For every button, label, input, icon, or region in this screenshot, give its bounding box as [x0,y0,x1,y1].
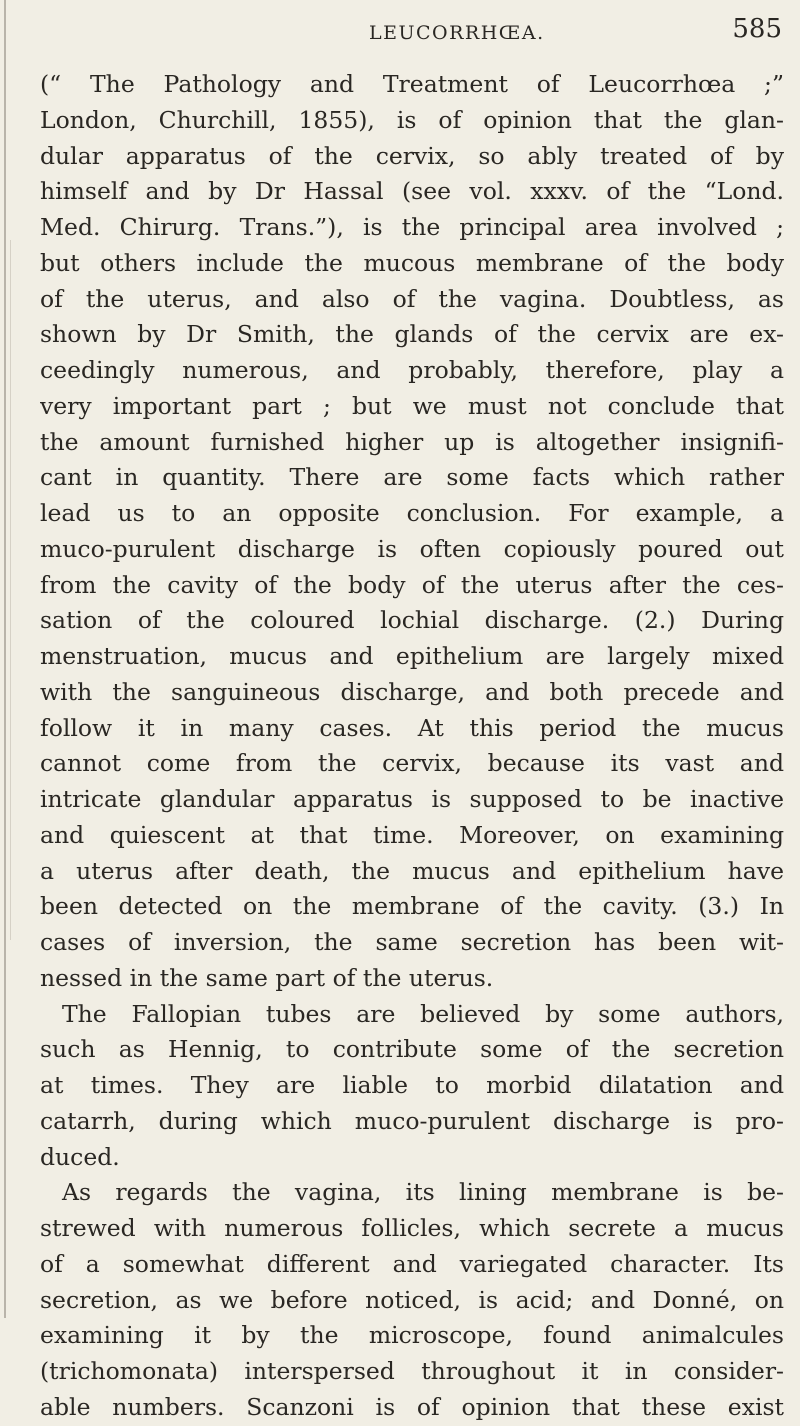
text-line: Med. Chirurg. Trans.”), is the principal area involved ; [40,213,784,241]
text-line: the amount furnished higher up is altogether insignifi- [40,427,784,456]
page-binding-edge [4,0,6,1318]
running-head: LEUCORRHŒA. [369,22,545,44]
text-line: and quiescent at that time. Moreover, on examining [40,820,784,849]
text-line: from the cavity of the body of the uterus after the ces- [40,570,784,599]
text-line: dular apparatus of the cervix, so ably treated of by [40,141,784,170]
text-line: The Fallopian tubes are believed by some authors, [62,999,784,1028]
text-line: nessed in the same part of the uterus. [40,963,494,992]
text-line: cannot come from the cervix, because its vast and [40,749,784,778]
text-line: lead us to an opposite conclusion. For example, a [40,499,784,527]
text-line: been detected on the membrane of the cavity. (3.) In [40,892,784,921]
text-line: cases of inversion, the same secretion has been wit- [40,928,784,956]
text-line: secretion, as we before noticed, is acid; and Donné, on [40,1285,784,1314]
text-line: but others include the mucous membrane of the body [40,248,784,277]
text-line: cant in quantity. There are some facts which rather [40,463,784,492]
page-number: 585 [732,14,782,44]
text-line: (“ The Pathology and Treatment of Leucorrhœa ;” [40,70,784,98]
text-line: able numbers. Scanzoni is of opinion that these exist [40,1392,784,1421]
body-text [40,67,784,1426]
text-line: shown by Dr Smith, the glands of the cervix are ex- [40,320,784,349]
text-line: strewed with numerous follicles, which secrete a mucus [40,1214,784,1242]
text-line: with the sanguineous discharge, and both precede and [40,677,784,706]
text-line: catarrh, during which muco-purulent discharge is pro- [40,1106,784,1135]
text-line: ceedingly numerous, and probably, therefore, play a [40,356,784,384]
text-line: examining it by the microscope, found animalcules [40,1321,784,1350]
text-line: London, Churchill, 1855), is of opinion that the glan- [40,105,784,134]
text-line: very important part ; but we must not conclude that [40,391,784,420]
page-curl-shadow [10,240,25,940]
text-line: follow it in many cases. At this period the mucus [40,713,784,742]
page-header [40,14,782,50]
text-line: intricate glandular apparatus is supposed to be inactive [40,785,784,813]
text-line: menstruation, mucus and epithelium are largely mixed [40,642,784,670]
text-line: of the uterus, and also of the vagina. Doubtless, as [40,284,784,313]
text-line: (trichomonata) interspersed throughout it in consider- [40,1357,784,1385]
text-line: sation of the coloured lochial discharge. (2.) During [40,606,784,635]
text-line: at times. They are liable to morbid dilatation and [40,1071,784,1099]
text-line: a uterus after death, the mucus and epithelium have [40,856,784,885]
text-line: duced. [40,1142,120,1171]
text-line: of a somewhat different and variegated character. Its [40,1249,784,1278]
text-line: himself and by Dr Hassal (see vol. xxxv. of the “Lond. [40,177,784,206]
text-line: As regards the vagina, its lining membrane is be- [62,1178,784,1207]
text-line: muco-purulent discharge is often copiously poured out [40,534,784,563]
text-line: such as Hennig, to contribute some of the secretion [40,1035,784,1064]
